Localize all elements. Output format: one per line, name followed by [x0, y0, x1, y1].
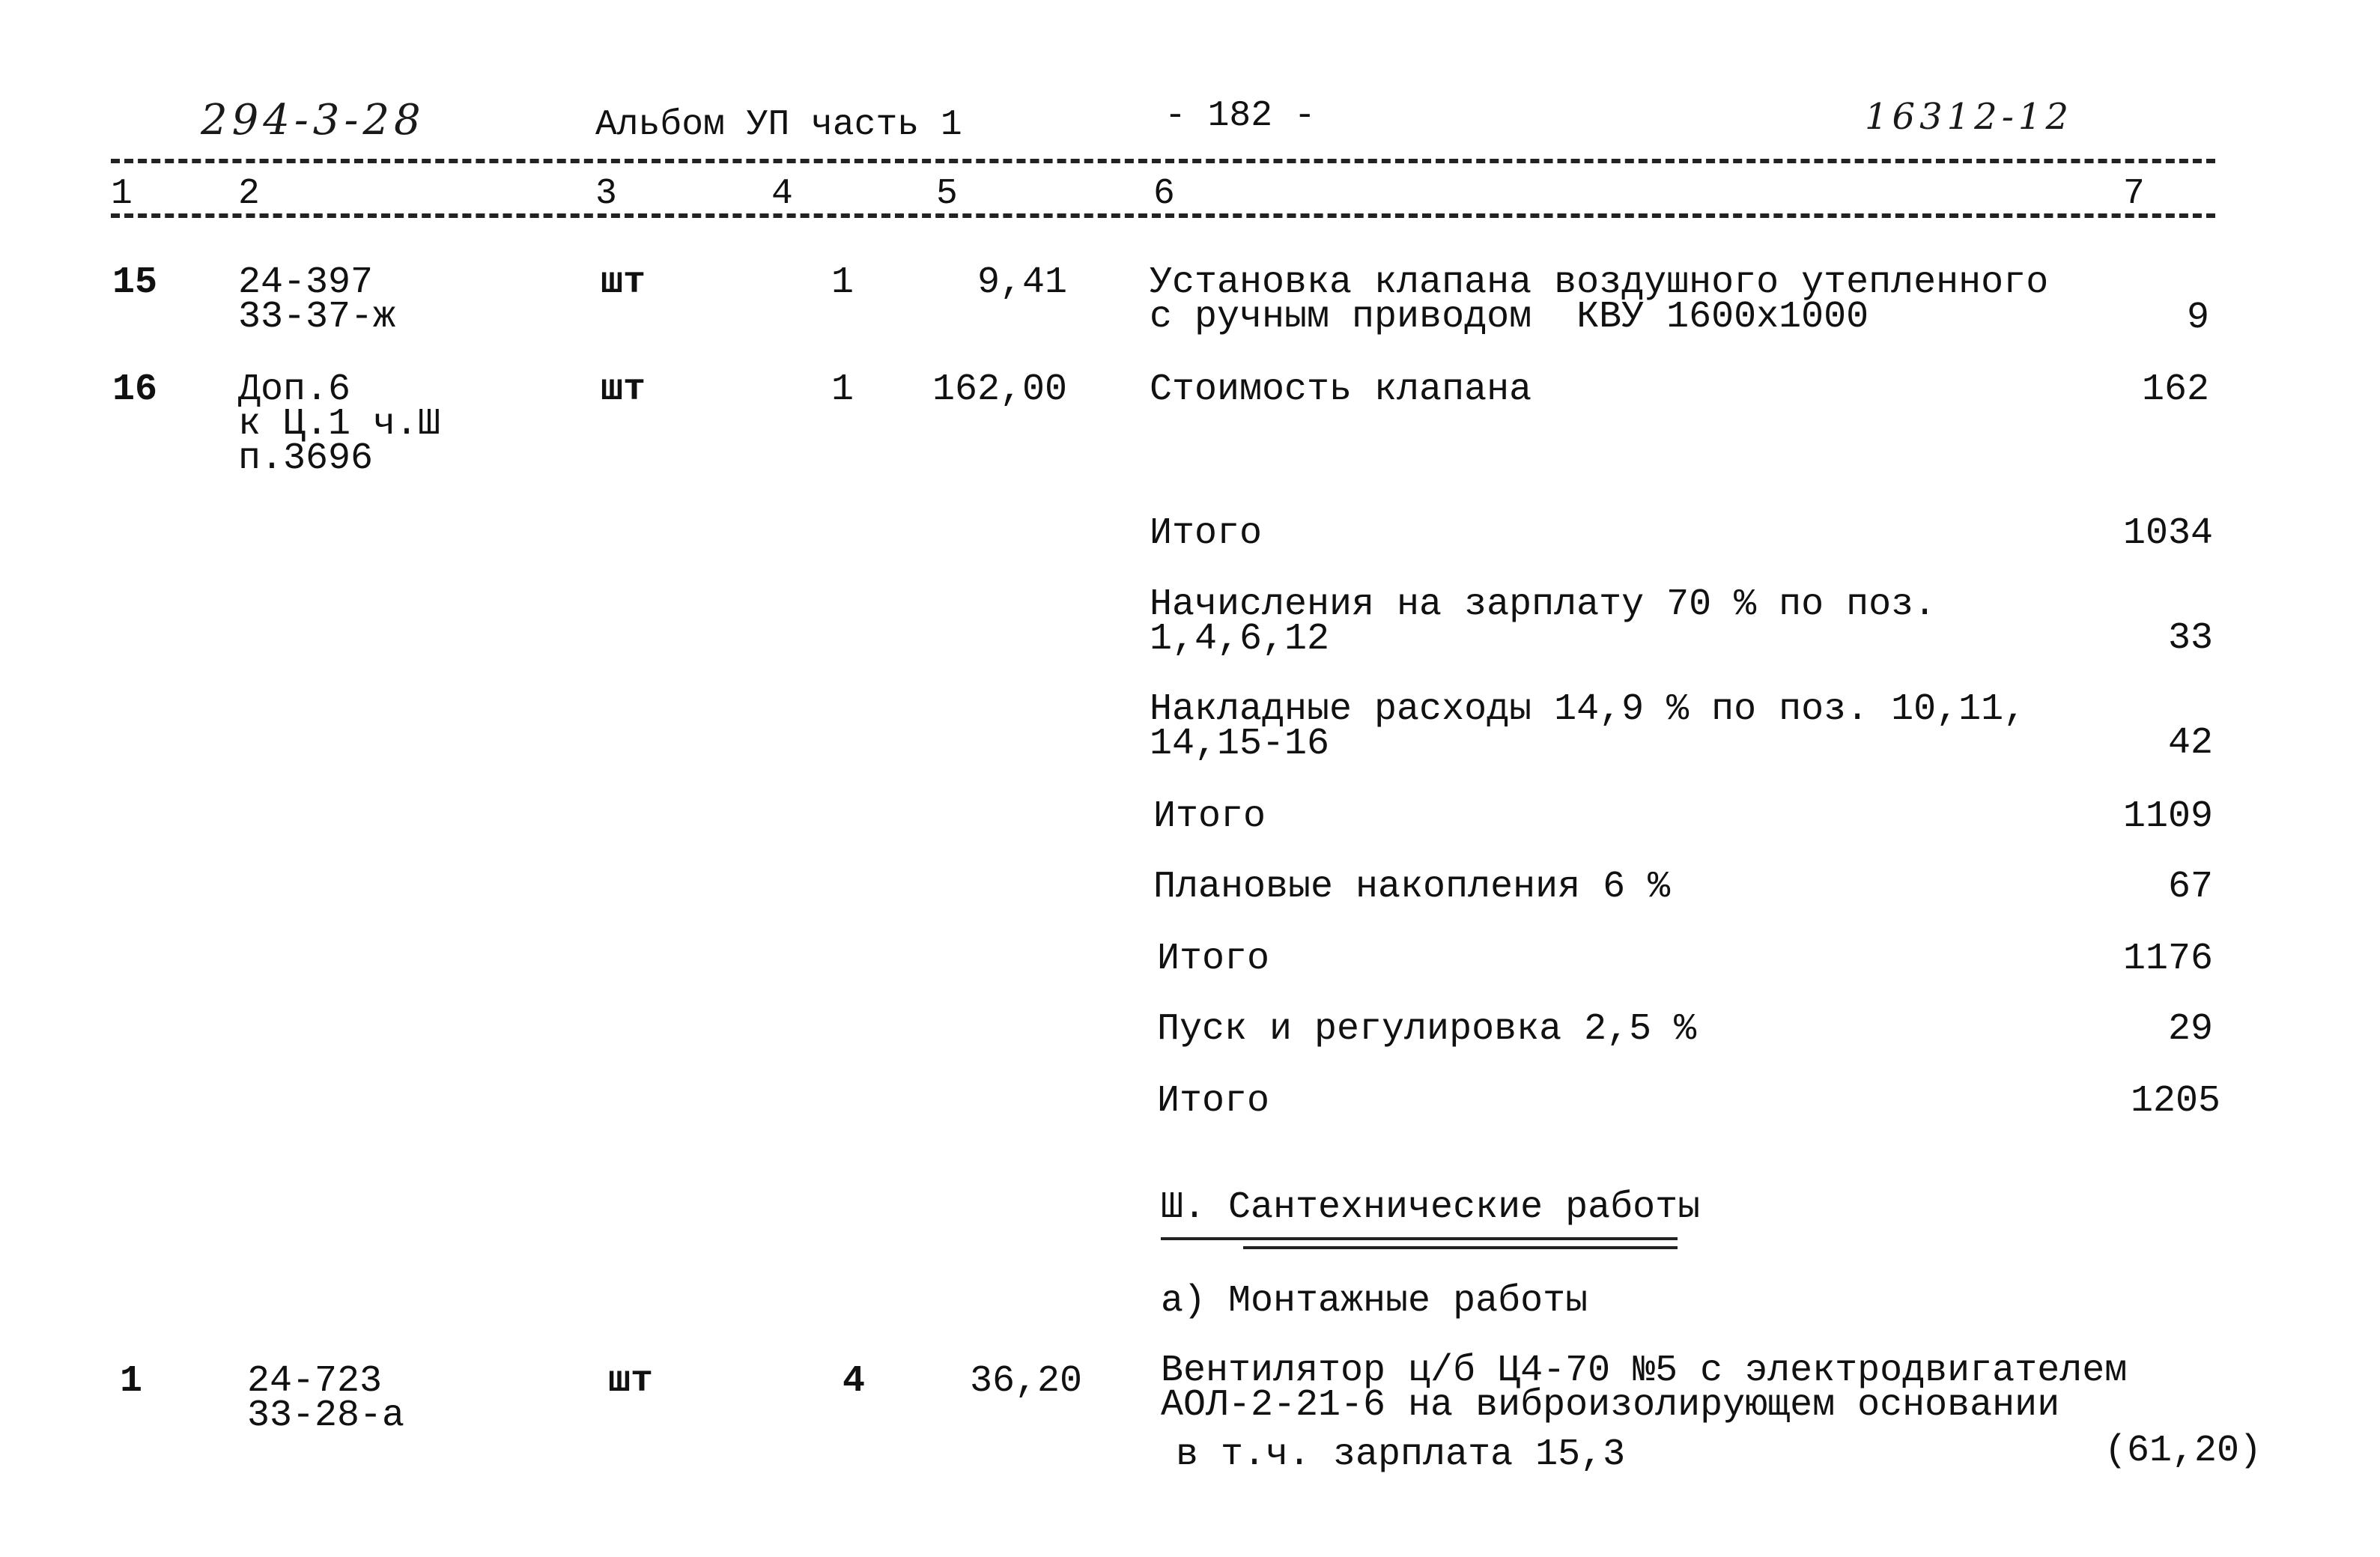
row-1-price: 36,20 — [969, 1360, 1082, 1403]
summary-label-6: Итого — [1157, 938, 1270, 980]
summary-value-6: 1176 — [2122, 938, 2213, 980]
project-code: 294-3-28 — [201, 96, 425, 145]
summary-value-5: 67 — [2167, 866, 2213, 908]
section-subtitle: а) Монтажные работы — [1161, 1280, 1588, 1323]
row-16-unit: шт — [601, 368, 646, 411]
row-16-description: Стоимость клапана — [1150, 368, 1532, 411]
summary-label-7: Пуск и регулировка 2,5 % — [1157, 1008, 1697, 1051]
col-header-4: 4 — [771, 174, 793, 214]
summary-value-1: 1034 — [2122, 512, 2213, 555]
col-header-5: 5 — [936, 174, 958, 214]
row-1-salary-note: в т.ч. зарплата 15,3 — [1176, 1433, 1626, 1476]
row-15-pos: 15 — [112, 261, 158, 304]
summary-value-4: 1109 — [2122, 795, 2213, 838]
summary-value-8: 1205 — [2130, 1080, 2220, 1123]
summary-label-1: Итого — [1150, 512, 1263, 555]
row-15-price: 9,41 — [977, 261, 1067, 304]
summary-label-3: Накладные расходы 14,9 % по поз. 10,11, 14,15-16 — [1150, 688, 2027, 765]
row-15-description: Установка клапана воздушного утепленного с ручным приводом КВУ 1600x1000 — [1150, 261, 2049, 339]
col-header-3: 3 — [595, 174, 617, 214]
row-1-total: (61,20) — [2104, 1430, 2262, 1472]
summary-label-5: Плановые накопления 6 % — [1153, 866, 1671, 908]
section-title: Ш. Сантехнические работы — [1161, 1186, 1701, 1229]
row-1-qty: 4 — [843, 1360, 866, 1403]
summary-label-8: Итого — [1157, 1080, 1270, 1123]
section-title-underline — [1161, 1237, 1678, 1240]
summary-value-7: 29 — [2167, 1008, 2213, 1051]
col-header-1: 1 — [111, 174, 133, 214]
row-1-code: 24-723 33-28-а — [247, 1360, 405, 1437]
header-dashed-rule-bottom — [111, 213, 2215, 218]
summary-label-4: Итого — [1153, 795, 1266, 838]
section-title-underline-2 — [1243, 1246, 1678, 1249]
row-16-pos: 16 — [112, 368, 158, 411]
page-number: - 182 - — [1165, 96, 1316, 136]
row-1-unit: шт — [608, 1360, 654, 1403]
col-header-2: 2 — [238, 174, 260, 214]
row-15-unit: шт — [601, 261, 646, 304]
document-number: 16312-12 — [1865, 96, 2073, 138]
album-title: Альбом УП часть 1 — [595, 105, 962, 145]
summary-label-2: Начисления на зарплату 70 % по поз. 1,4,6,12 — [1150, 583, 1937, 661]
summary-value-2: 33 — [2167, 617, 2213, 660]
row-15-total: 9 — [2186, 297, 2209, 339]
col-header-6: 6 — [1153, 174, 1175, 214]
row-15-code: 24-397 33-37-ж — [238, 261, 396, 339]
header-dashed-rule-top — [111, 159, 2215, 163]
row-1-description: Вентилятор ц/б Ц4-70 №5 с электродвигателем АОЛ-2-21-6 на виброизолирующем основании — [1161, 1350, 2128, 1427]
col-header-7: 7 — [2123, 174, 2145, 214]
row-1-pos: 1 — [120, 1360, 143, 1403]
row-16-total: 162 — [2141, 368, 2209, 411]
row-16-code: Доп.6 к Ц.1 ч.Ш п.3696 — [238, 368, 441, 480]
row-16-price: 162,00 — [932, 368, 1067, 411]
row-15-qty: 1 — [831, 261, 854, 304]
row-16-qty: 1 — [831, 368, 854, 411]
summary-value-3: 42 — [2167, 722, 2213, 765]
